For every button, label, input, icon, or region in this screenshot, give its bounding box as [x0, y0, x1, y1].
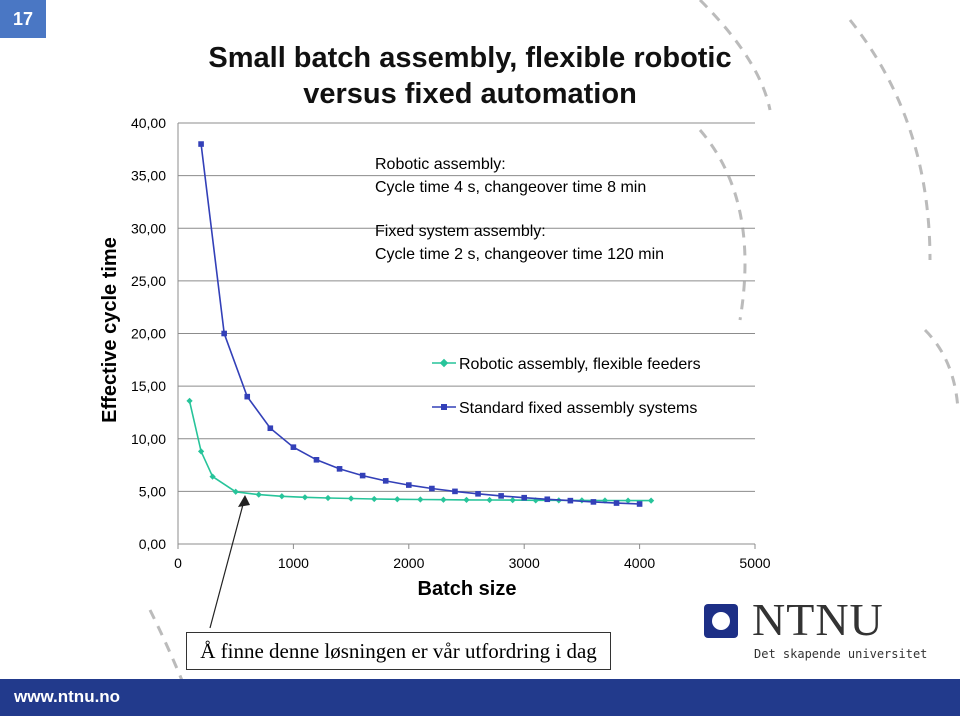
data-point-fixed	[337, 466, 343, 472]
callout-pointer-arrowhead	[238, 495, 250, 507]
ntnu-logo	[704, 594, 934, 668]
data-point-fixed	[198, 141, 204, 147]
data-point-robotic	[510, 497, 516, 503]
data-point-robotic	[279, 493, 285, 499]
legend-label-fixed: Standard fixed assembly systems	[459, 400, 698, 417]
legend-marker-robotic	[440, 359, 448, 367]
legend-marker-fixed	[441, 404, 447, 410]
x-tick-label: 0	[174, 555, 182, 571]
ntnu-logo-tagline: Det skapende universitet	[754, 647, 928, 661]
data-point-fixed	[591, 499, 597, 505]
data-point-fixed	[568, 498, 574, 504]
data-point-fixed	[268, 425, 274, 431]
y-tick-label: 30,00	[130, 220, 166, 237]
y-tick-label: 40,00	[130, 115, 166, 131]
data-point-fixed	[498, 493, 504, 499]
series-lines	[186, 141, 654, 507]
data-point-fixed	[614, 500, 620, 506]
data-point-robotic	[394, 496, 400, 502]
data-point-fixed	[291, 444, 297, 450]
y-tick-label: 5,00	[138, 483, 166, 500]
data-point-robotic	[198, 448, 204, 454]
x-tick-label: 3000	[508, 555, 540, 571]
footer-url-link[interactable]: www.ntnu.no	[14, 687, 121, 706]
y-axis-title: Effective cycle time	[99, 237, 121, 423]
y-tick-label: 0,00	[138, 536, 166, 552]
y-tick-label: 35,00	[130, 167, 166, 184]
callout-box: Å finne denne løsningen er vår utfordring i dag	[186, 632, 611, 670]
ntnu-logo-mark	[704, 604, 738, 638]
y-tick-label: 15,00	[130, 378, 166, 395]
x-tick-label: 4000	[624, 555, 656, 571]
x-tick-label: 2000	[393, 555, 425, 571]
data-point-fixed	[221, 331, 227, 337]
annotation-fixed-detail: Cycle time 2 s, changeover time 120 min	[375, 246, 665, 263]
ntnu-logo-text: NTNU	[752, 594, 884, 645]
legend-label-robotic: Robotic assembly, flexible feeders	[459, 356, 701, 373]
data-point-robotic	[325, 495, 331, 501]
footer-bar	[0, 679, 960, 716]
data-point-fixed	[314, 457, 320, 463]
x-axis-title: Batch size	[417, 578, 517, 600]
data-point-fixed	[244, 394, 250, 400]
x-tick-label: 1000	[277, 555, 309, 571]
y-tick-label: 25,00	[130, 272, 166, 289]
annotation-robotic-heading: Robotic assembly:	[375, 156, 506, 173]
title-line-2: versus fixed automation	[303, 78, 637, 110]
data-point-fixed	[475, 491, 481, 497]
x-tick-label: 5000	[739, 555, 771, 571]
x-tick-labels	[174, 555, 771, 571]
data-point-fixed	[429, 486, 435, 492]
data-point-robotic	[371, 496, 377, 502]
data-point-fixed	[452, 489, 458, 495]
data-point-fixed	[406, 482, 412, 488]
y-tick-labels	[131, 115, 166, 552]
data-point-fixed	[521, 495, 527, 501]
data-point-robotic	[417, 496, 423, 502]
annotation-robotic-detail: Cycle time 4 s, changeover time 8 min	[375, 179, 647, 196]
series-line-fixed	[201, 144, 639, 504]
data-point-robotic	[186, 398, 192, 404]
y-tick-label: 20,00	[130, 325, 166, 342]
callout-pointer-line	[210, 497, 245, 628]
data-point-robotic	[463, 497, 469, 503]
data-point-fixed	[360, 473, 366, 479]
data-point-fixed	[383, 478, 389, 484]
data-point-fixed	[637, 501, 643, 507]
annotation-fixed-heading: Fixed system assembly:	[375, 223, 546, 240]
slide-number: 17	[0, 0, 46, 38]
data-point-robotic	[302, 494, 308, 500]
data-point-robotic	[256, 492, 262, 498]
data-point-robotic	[486, 497, 492, 503]
y-tick-label: 10,00	[130, 430, 166, 447]
data-point-robotic	[648, 498, 654, 504]
title-line-1: Small batch assembly, flexible robotic	[208, 42, 732, 74]
data-point-robotic	[348, 495, 354, 501]
data-point-fixed	[544, 496, 550, 502]
data-point-robotic	[440, 497, 446, 503]
